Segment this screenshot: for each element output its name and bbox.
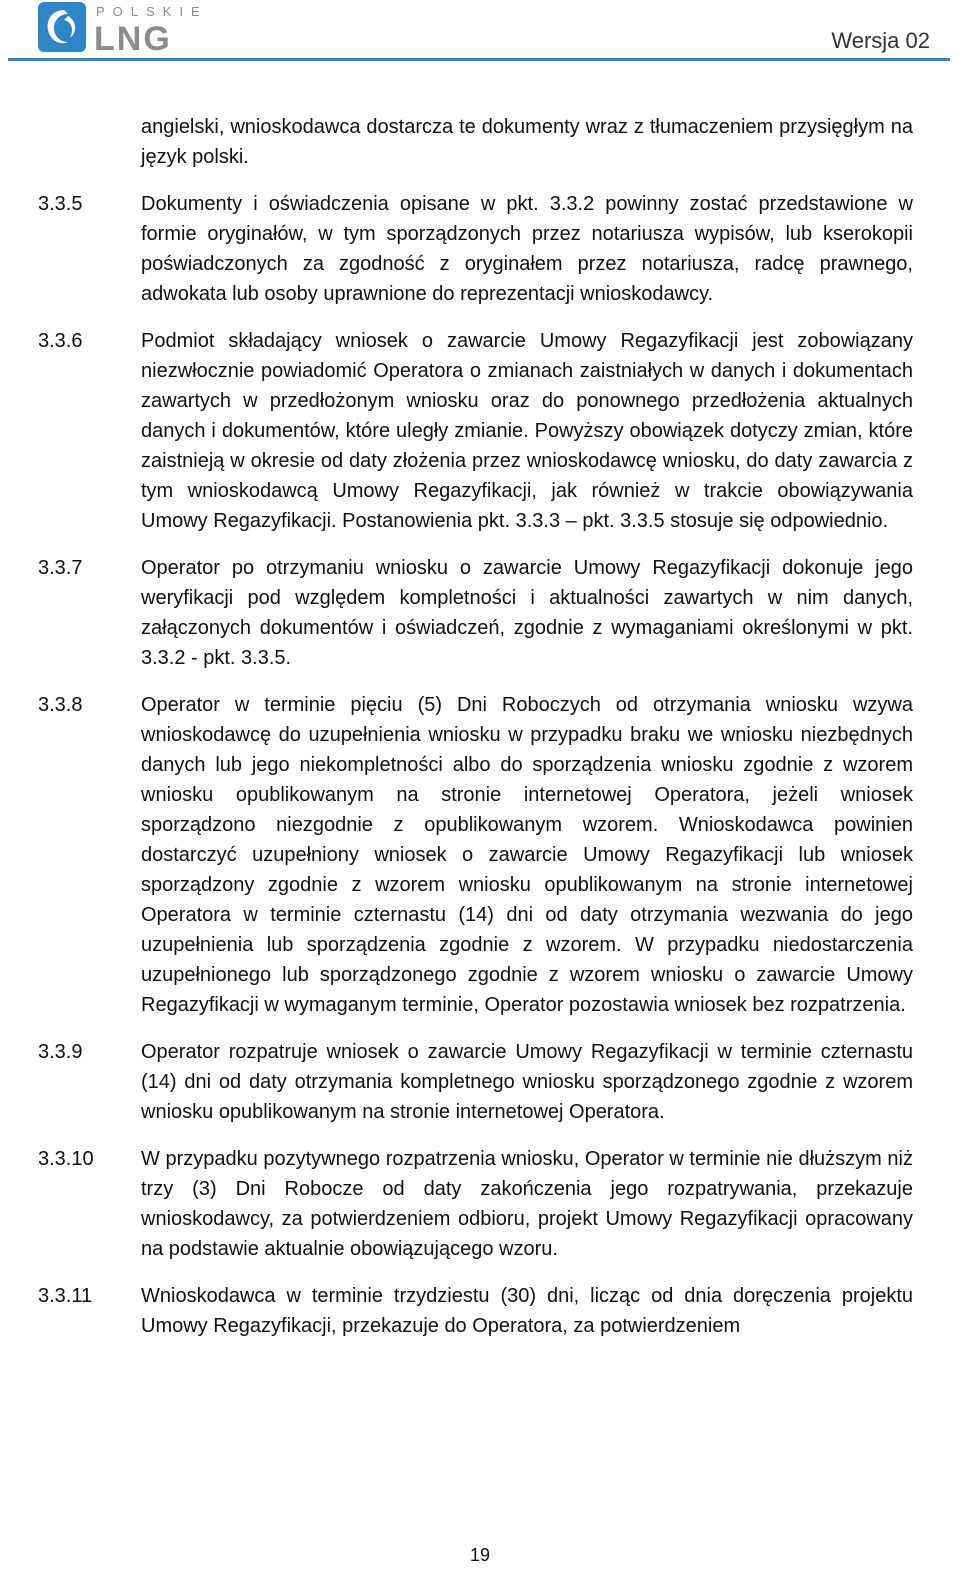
section-text: W przypadku pozytywnego rozpatrzenia wniosku, Operator w terminie nie dłuższym niż trzy (3) Dni Robocze od daty zakończenia jego rozpatrywania, przekazuje wnioskodawcy, za potwierdzeniem odbioru, projekt Umowy Regazyfikacji opracowany na podstawie aktualnie obowiązującego wzoru.: [141, 1148, 913, 1260]
section-3-3-8: [0, 690, 960, 1020]
lead-number-spacer: [0, 112, 141, 172]
lead-paragraph: [0, 112, 960, 172]
section-text: Podmiot składający wniosek o zawarcie Umowy Regazyfikacji jest zobowiązany niezwłocznie powiadomić Operatora o zmianach zaistniałych w danych i dokumentach zawartych w przedłożonym wniosku oraz do ponownego przedłożenia aktualnych danych i dokumentów, które uległy zmianie. Powyższy obowiązek dotyczy zmian, które zaistnieją w okresie od daty złożenia przez wnioskodawcę wniosku, do daty zawarcia z tym wnioskodawcą Umowy Regazyfikacji, jak również w trakcie obowiązywania Umowy Regazyfikacji. Postanowienia pkt. 3.3.3 – pkt. 3.3.5 stosuje się odpowiednio.: [141, 330, 913, 532]
section-text: Dokumenty i oświadczenia opisane w pkt. 3.3.2 powinny zostać przedstawione w formie oryginałów, w tym sporządzonych przez notariusza wypisów, lub kserokopii poświadczonych za zgodność z oryginałem przez notariusza, radcę prawnego, adwokata lub osoby uprawnione do reprezentacji wnioskodawcy.: [141, 193, 913, 305]
section-3-3-6: [0, 326, 960, 536]
section-3-3-5: [0, 189, 960, 309]
polskie-lng-logo: [38, 2, 238, 54]
section-3-3-10: [0, 1144, 960, 1264]
section-number: 3.3.10: [38, 1148, 94, 1170]
section-3-3-7: [0, 553, 960, 673]
section-number: 3.3.11: [38, 1285, 93, 1307]
section-3-3-9: [0, 1037, 960, 1127]
section-number: 3.3.5: [38, 193, 83, 215]
lead-text: angielski, wnioskodawca dostarcza te dokumenty wraz z tłumaczeniem przysięgłym na język polski.: [141, 116, 913, 168]
section-text: Wnioskodawca w terminie trzydziestu (30) dni, licząc od dnia doręczenia projektu Umowy Regazyfikacji, przekazuje do Operatora, za potwierdzeniem: [141, 1285, 913, 1337]
logo-badge: [38, 2, 86, 52]
page-number: 19: [469, 1545, 491, 1565]
section-3-3-11: [0, 1281, 960, 1341]
header-rule: [8, 58, 950, 61]
document-body: [0, 112, 960, 1341]
section-number: 3.3.8: [38, 694, 83, 716]
section-text: Operator rozpatruje wniosek o zawarcie Umowy Regazyfikacji w terminie czternastu (14) dni od daty otrzymania kompletnego wniosku sporządzonego zgodnie z wzorem wniosku opublikowanym na stronie internetowej Operatora.: [141, 1041, 913, 1123]
logo-lng-text: LNG: [94, 20, 172, 54]
section-text: Operator w terminie pięciu (5) Dni Roboczych od otrzymania wniosku wzywa wnioskodawcę do uzupełnienia wniosku w przypadku braku we wniosku niezbędnych danych lub jego niekompletności albo do sporządzenia wniosku zgodnie z wzorem wniosku opublikowanym na stronie internetowej Operatora, jeżeli wniosek sporządzono niezgodnie z opublikowanym wzorem. Wnioskodawca powinien dostarczyć uzupełniony wniosek o zawarcie Umowy Regazyfikacji lub wniosek sporządzony zgodnie z wzorem wniosku opublikowanym na stronie internetowej Operatora w terminie czternastu (14) dni od daty otrzymania wezwania do jego uzupełnienia lub sporządzenia zgodnie z wzorem. W przypadku niedostarczenia uzupełnionego lub sporządzonego zgodnie z wzorem wniosku o zawarcie Umowy Regazyfikacji w wymaganym terminie, Operator pozostawia wniosek bez rozpatrzenia.: [141, 694, 913, 1016]
page-header: [0, 0, 960, 64]
document-version: Wersja 02: [831, 28, 930, 53]
section-number: 3.3.9: [38, 1041, 83, 1063]
logo-polskie-text: POLSKIE: [96, 4, 208, 19]
section-number: 3.3.6: [38, 330, 83, 352]
section-text: Operator po otrzymaniu wniosku o zawarcie Umowy Regazyfikacji dokonuje jego weryfikacji pod względem kompletności i aktualności zawartych w nim danych, załączonych dokumentów i oświadczeń, zgodnie z wymaganiami określonymi w pkt. 3.3.2 - pkt. 3.3.5.: [141, 557, 913, 669]
section-number: 3.3.7: [38, 557, 83, 579]
